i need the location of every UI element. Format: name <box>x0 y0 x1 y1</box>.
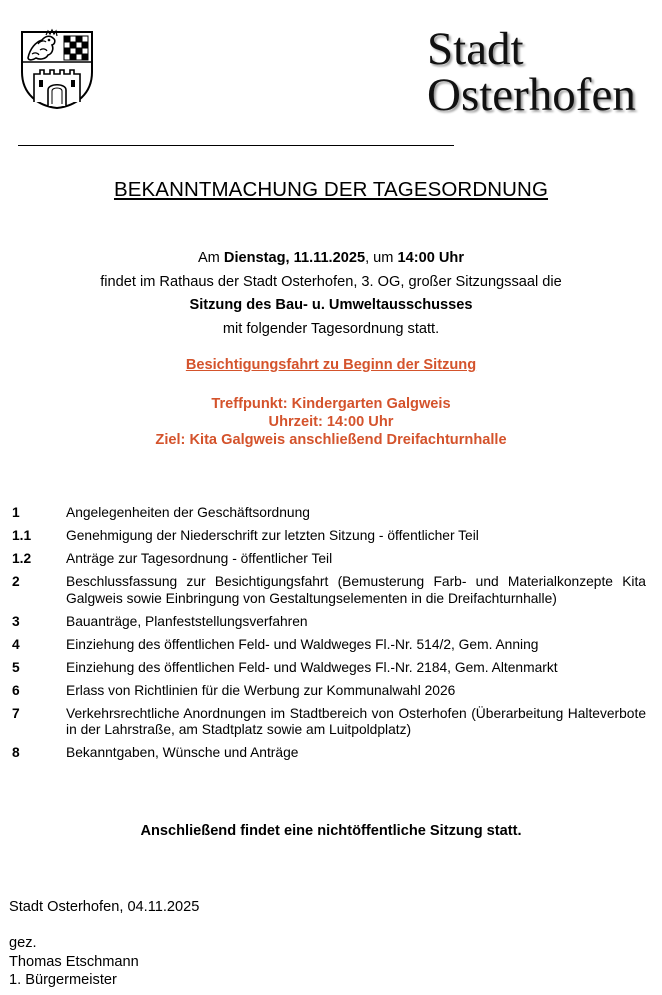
agenda-text: Verkehrsrechtliche Anordnungen im Stadtbereich von Osterhofen (Überarbeitung Halteverbote in der Lahrstraße, am Stadtplatz sowie am Luitpoldplatz) <box>66 705 646 737</box>
agenda-item <box>12 637 646 654</box>
agenda-text: Einziehung des öffentlichen Feld- und Waldweges Fl.-Nr. 514/2, Gem. Anning <box>66 636 539 652</box>
agenda-list <box>12 505 646 768</box>
agenda-number: 2 <box>12 574 20 589</box>
closing-note: Anschließend findet eine nichtöffentliche Sitzung statt. <box>140 823 522 839</box>
agenda-number: 1.2 <box>12 551 32 566</box>
wordmark-line-1: Stadt <box>427 23 524 75</box>
agenda-number: 3 <box>12 613 20 629</box>
agenda-number: 7 <box>12 705 20 721</box>
intro-am: Am <box>197 250 224 266</box>
agenda-item <box>12 683 646 700</box>
signature-gez: gez. <box>9 935 37 951</box>
page-title: BEKANNTMACHUNG DER TAGESORDNUNG <box>113 178 549 201</box>
agenda-text: Anträge zur Tagesordnung - öffentlicher Teil <box>66 551 333 566</box>
agenda-number: 5 <box>12 659 20 675</box>
agenda-text: Bauanträge, Planfeststellungsverfahren <box>66 613 308 629</box>
agenda-text: Bekanntgaben, Wünsche und Anträge <box>66 745 299 760</box>
agenda-number: 1.1 <box>12 528 32 543</box>
agenda-number: 8 <box>12 745 20 760</box>
city-wordmark <box>427 23 636 121</box>
visit-time: Uhrzeit: 14:00 Uhr <box>268 414 394 430</box>
agenda-text: Einziehung des öffentlichen Feld- und Waldweges Fl.-Nr. 2184, Gem. Altenmarkt <box>66 659 558 675</box>
agenda-item <box>12 660 646 677</box>
agenda-item <box>12 574 646 607</box>
visit-destination: Ziel: Kita Galgweis anschließend Dreifachturnhalle <box>155 432 507 448</box>
signatory-role: 1. Bürgermeister <box>9 972 117 988</box>
agenda-text: Erlass von Richtlinien für die Werbung zur Kommunalwahl 2026 <box>66 682 456 698</box>
agenda-item <box>12 745 646 762</box>
signature-block <box>9 934 139 990</box>
intro-block <box>0 247 662 341</box>
intro-line-2: findet im Rathaus der Stadt Osterhofen, 3. OG, großer Sitzungssaal die <box>100 273 562 290</box>
agenda-number: 6 <box>12 682 20 698</box>
agenda-text: Genehmigung der Niederschrift zur letzten Sitzung - öffentlicher Teil <box>66 528 479 543</box>
meeting-time: 14:00 Uhr <box>397 250 465 266</box>
header-divider <box>18 145 454 146</box>
agenda-number: 4 <box>12 636 20 652</box>
intro-um: , um <box>365 250 398 266</box>
committee-name: Sitzung des Bau- u. Umweltausschusses <box>189 297 473 313</box>
visit-details <box>0 395 662 449</box>
intro-line-1 <box>0 247 662 271</box>
meeting-point: Treffpunkt: Kindergarten Galgweis <box>211 396 451 412</box>
agenda-item <box>12 505 646 522</box>
meeting-date: Dienstag, 11.11.2025 <box>223 250 366 266</box>
place-date: Stadt Osterhofen, 04.11.2025 <box>9 899 200 915</box>
visit-heading: Besichtigungsfahrt zu Beginn der Sitzung <box>185 357 477 373</box>
agenda-item <box>12 528 646 545</box>
agenda-text: Angelegenheiten der Geschäftsordnung <box>66 505 310 520</box>
intro-line-4: mit folgender Tagesordnung statt. <box>222 320 440 337</box>
agenda-item <box>12 614 646 631</box>
agenda-item <box>12 706 646 739</box>
coat-of-arms-icon <box>18 28 96 110</box>
wordmark-line-2: Osterhofen <box>427 69 636 121</box>
agenda-text: Beschlussfassung zur Besichtigungsfahrt (Bemusterung Farb- und Materialkonzepte Kita Galgweis sowie Einbringung von Gestaltungselementen in die Dreifachturnhalle) <box>66 574 646 606</box>
agenda-number: 1 <box>12 505 20 520</box>
agenda-item <box>12 551 646 568</box>
signatory-name: Thomas Etschmann <box>9 953 139 970</box>
